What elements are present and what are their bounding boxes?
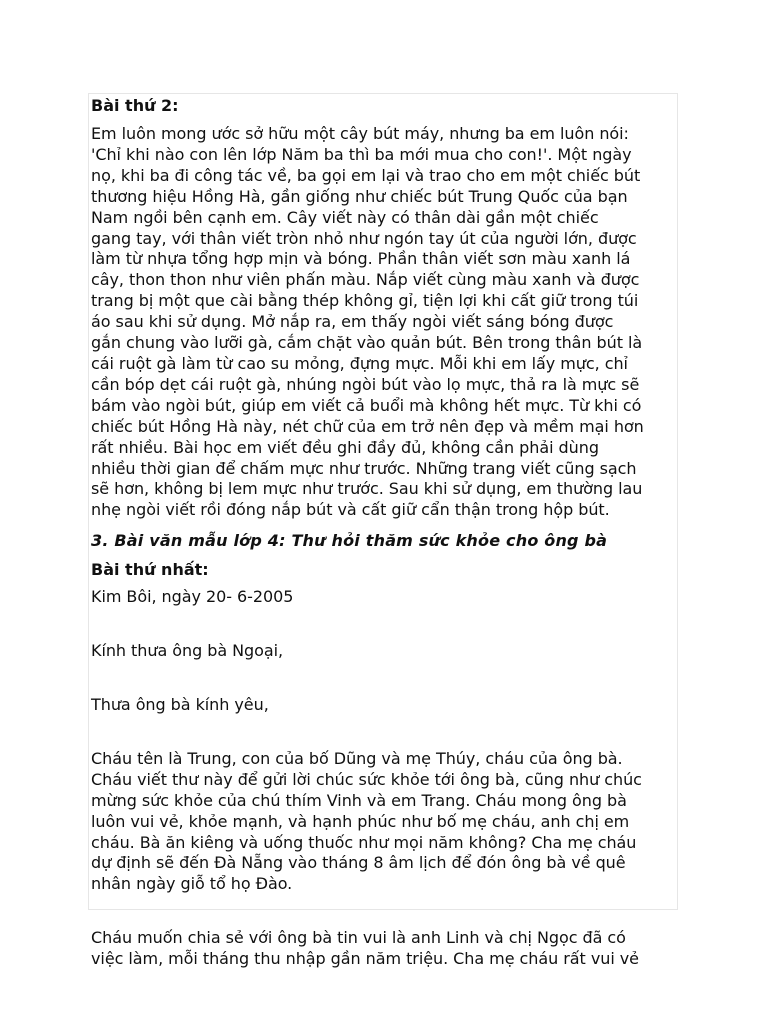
paragraph-line: rất nhiều. Bài học em viết đều ghi đầy đủ, không cần phải dùng xyxy=(91,437,599,457)
section-3-title: 3. Bài văn mẫu lớp 4: Thư hỏi thăm sức khỏe cho ông bà xyxy=(91,531,608,551)
paragraph-line: Cháu muốn chia sẻ với ông bà tin vui là anh Linh và chị Ngọc đã có xyxy=(91,928,626,948)
paragraph-line: gang tay, với thân viết tròn nhỏ như ngón tay út của người lớn, được xyxy=(91,228,637,248)
document-page xyxy=(88,93,678,969)
greeting-1: Kính thưa ông bà Ngoại, xyxy=(91,641,284,661)
paragraph-line: luôn vui vẻ, khỏe mạnh, và hạnh phúc như bố mẹ cháu, anh chị em xyxy=(91,811,630,831)
paragraph-line: việc làm, mỗi tháng thu nhập gần năm triệu. Cha mẹ cháu rất vui vẻ xyxy=(91,949,639,969)
paragraph-line: dự định sẽ đến Đà Nẵng vào tháng 8 âm lịch để đón ông bà về quê xyxy=(91,853,626,873)
paragraph-line: cần bóp dẹt cái ruột gà, nhúng ngòi bút vào lọ mực, thả ra là mực sẽ xyxy=(91,374,640,394)
paragraph-line: chiếc bút Hồng Hà này, nét chữ của em trở nên đẹp và mềm mại hơn xyxy=(91,416,644,436)
paragraph-line: nhiều thời gian để chấm mực như trước. Những trang viết cũng sạch xyxy=(91,458,637,478)
paragraph-line: nọ, khi ba đi công tác về, ba gọi em lại và trao cho em một chiếc bút xyxy=(91,165,641,185)
paragraph-line: nhân ngày giỗ tổ họ Đào. xyxy=(91,874,293,894)
bai-thu-nhat-heading: Bài thứ nhất: xyxy=(91,560,209,580)
document-content xyxy=(91,94,679,970)
paragraph-line: cháu. Bà ăn kiêng và uống thuốc như mọi năm không? Cha mẹ cháu xyxy=(91,832,637,852)
paragraph-line: nhẹ ngòi viết rồi đóng nắp bút và cất giữ cẩn thận trong hộp bút. xyxy=(91,500,610,520)
greeting-2: Thưa ông bà kính yêu, xyxy=(91,695,269,715)
paragraph-line: mừng sức khỏe của chú thím Vinh và em Trang. Cháu mong ông bà xyxy=(91,790,627,810)
paragraph-line: Cháu tên là Trung, con của bố Dũng và mẹ Thúy, cháu của ông bà. xyxy=(91,748,623,768)
paragraph-line: sẽ hơn, không bị lem mực như trước. Sau khi sử dụng, em thường lau xyxy=(91,479,643,499)
paragraph-line: bám vào ngòi bút, giúp em viết cả buổi mà không hết mực. Từ khi có xyxy=(91,395,642,415)
place-date: Kim Bôi, ngày 20- 6-2005 xyxy=(91,587,294,607)
paragraph-line: cây, thon thon như viên phấn màu. Nắp viết cùng màu xanh và được xyxy=(91,270,640,290)
letter-paragraph-2 xyxy=(91,928,679,970)
bai-thu-2-paragraph xyxy=(91,124,679,521)
letter-paragraph-1 xyxy=(91,749,679,895)
paragraph-line: cái ruột gà làm từ cao su mỏng, đựng mực. Mỗi khi em lấy mực, chỉ xyxy=(91,353,628,373)
paragraph-line: trang bị một que cài bằng thép không gỉ, tiện lợi khi cất giữ trong túi xyxy=(91,291,639,311)
bai-thu-2-heading: Bài thứ 2: xyxy=(91,96,179,115)
paragraph-line: Cháu viết thư này để gửi lời chúc sức khỏe tới ông bà, cũng như chúc xyxy=(91,769,642,789)
paragraph-line: gắn chung vào lưỡi gà, cắm chặt vào quản bút. Bên trong thân bút là xyxy=(91,333,643,353)
paragraph-line: áo sau khi sử dụng. Mở nắp ra, em thấy ngòi viết sáng bóng được xyxy=(91,312,614,332)
paragraph-line: làm từ nhựa tổng hợp mịn và bóng. Phần thân viết sơn màu xanh lá xyxy=(91,249,631,269)
paragraph-line: thương hiệu Hồng Hà, gần giống như chiếc bút Trung Quốc của bạn xyxy=(91,186,628,206)
paragraph-line: Nam ngồi bên cạnh em. Cây viết này có thân dài gần một chiếc xyxy=(91,207,599,227)
paragraph-line: Em luôn mong ước sở hữu một cây bút máy, nhưng ba em luôn nói: xyxy=(91,124,629,143)
paragraph-line: 'Chỉ khi nào con lên lớp Năm ba thì ba mới mua cho con!'. Một ngày xyxy=(91,144,632,164)
